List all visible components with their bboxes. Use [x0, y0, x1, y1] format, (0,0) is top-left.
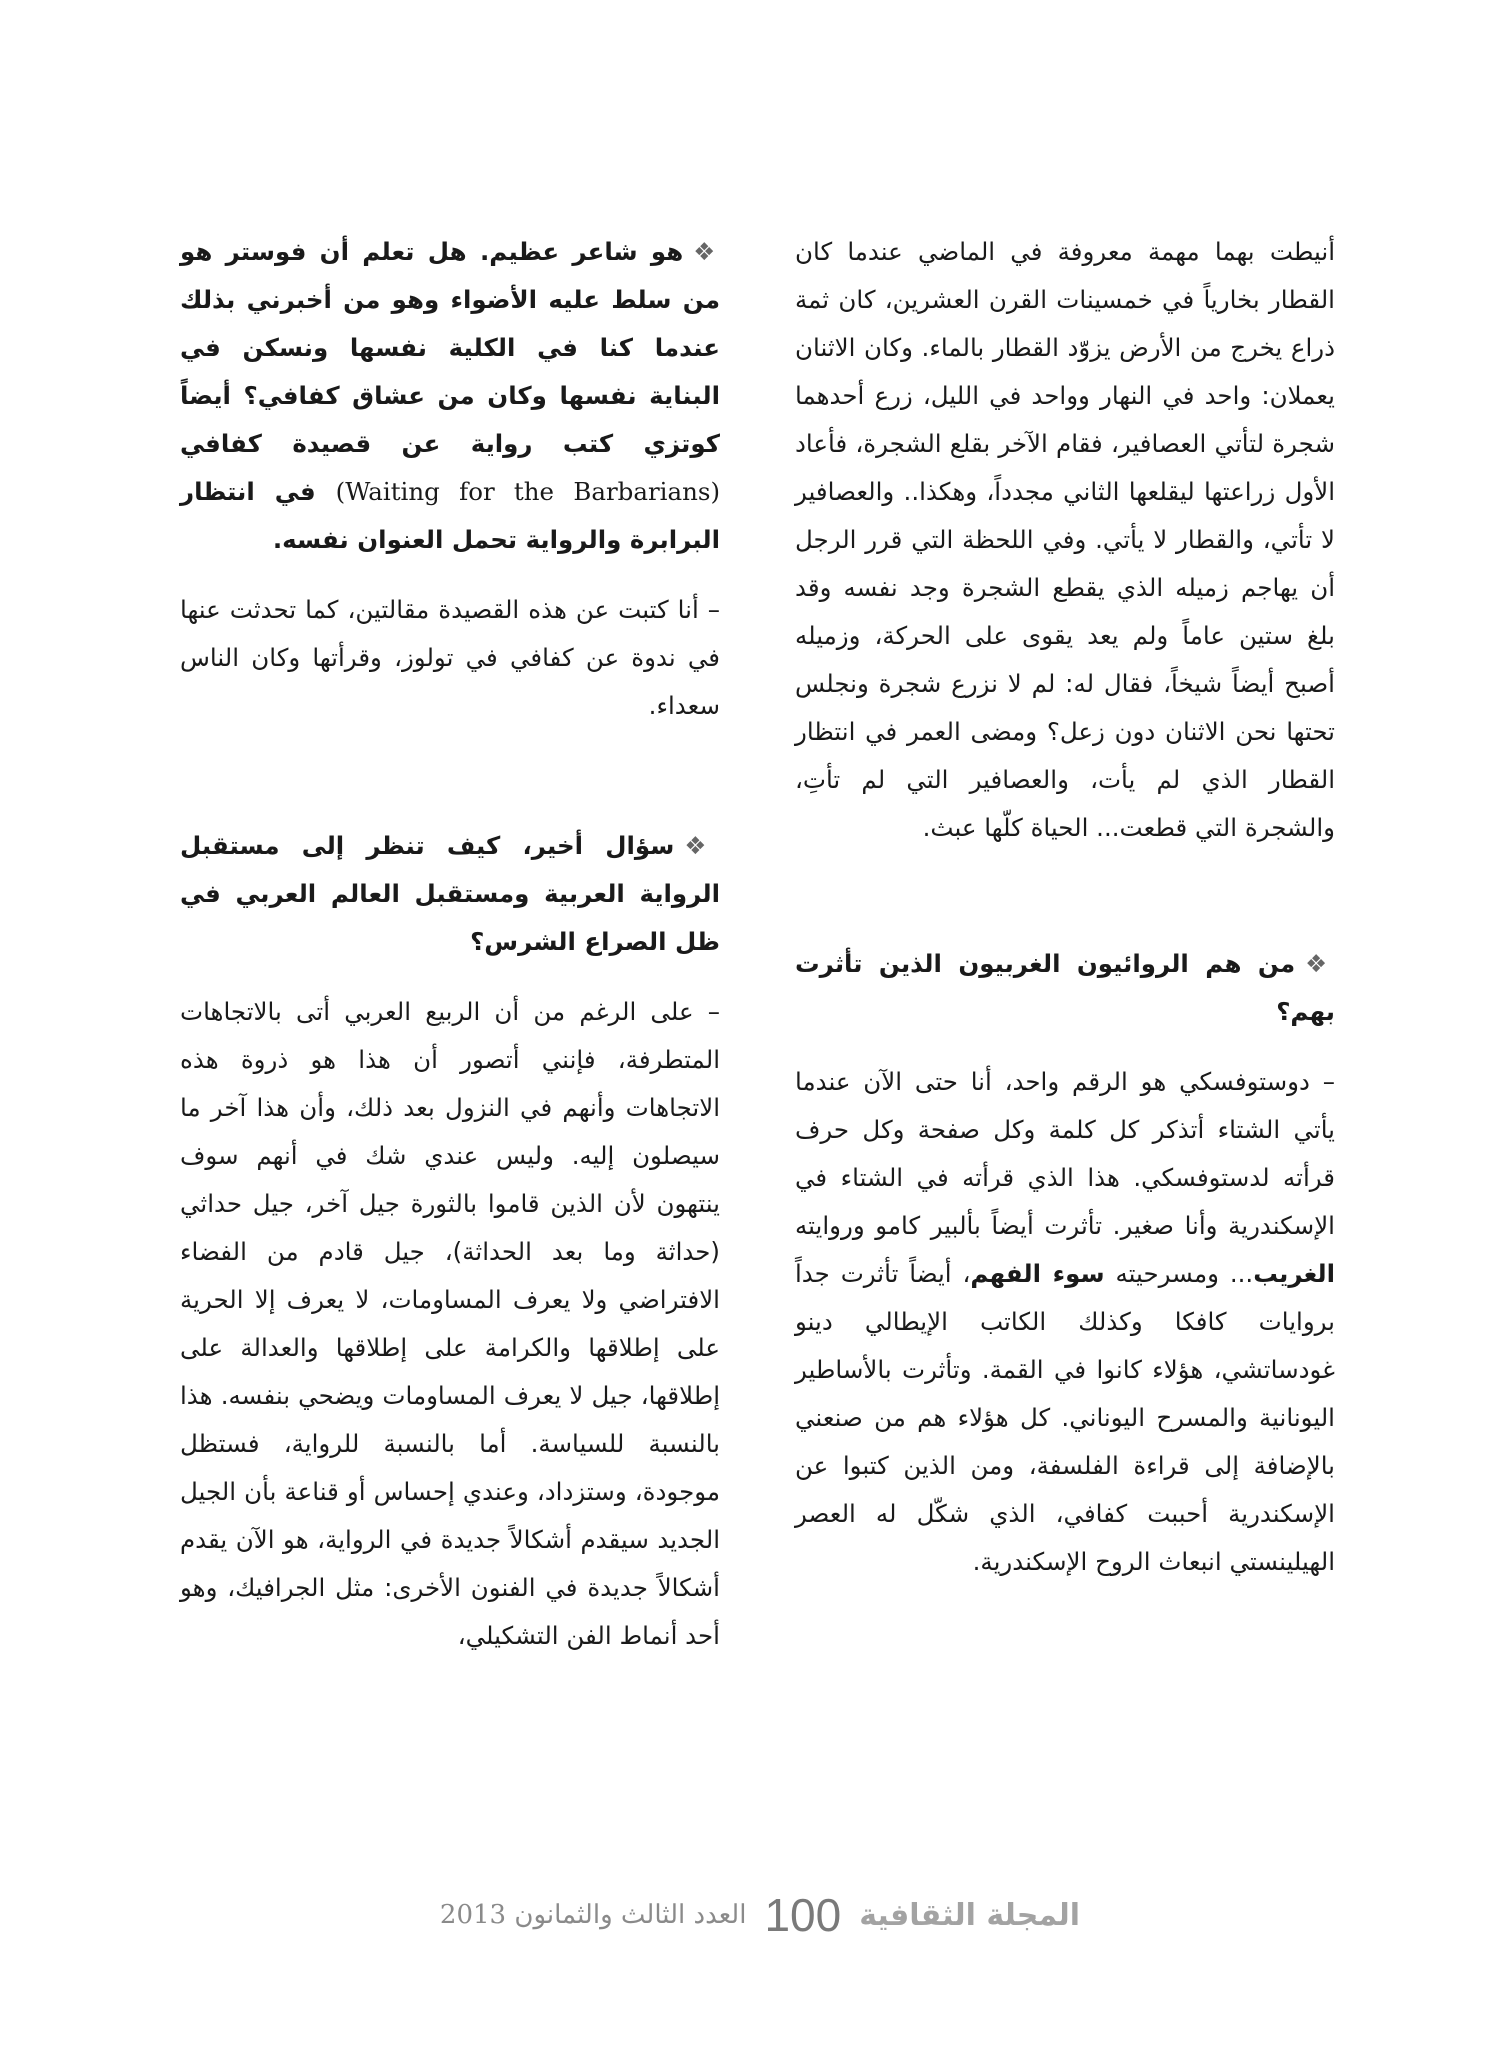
- answer-great-poet: – أنا كتبت عن هذه القصيدة مقالتين، كما تحدثت عنها في ندوة عن كفافي في تولوز، وقرأتها وكان الناس سعداء.: [180, 595, 720, 720]
- answer-text: – دوستوفسكي هو الرقم واحد، أنا حتى الآن عندما يأتي الشتاء أتذكر كل كلمة وكل صفحة وكل حرف قرأته لدستوفسكي. هذا الذي قرأته في الشتاء في الإسكندرية وأنا صغير. تأثرت أيضاً بألبير كامو وروايته: [795, 1067, 1335, 1240]
- paragraph-train-story: أنيطت بهما مهمة معروفة في الماضي عندما كان القطار بخارياً في خمسينات القرن العشرين، كان ثمة ذراع يخرج من الأرض يزوّد القطار بالماء. وكان الاثنان يعملان: واحد في النهار وواحد في الليل، زرع أحدهما شجرة لتأتي العصافير، فقام الآخر بقلع الشجرة، فأعاد الأول زراعتها ليقلعها الثاني مجدداً، وهكذا.. والعصافير لا تأتي، والقطار لا يأتي. وفي اللحظة التي قرر الرجل أن يهاجم زميله الذي يقطع الشجرة وجد نفسه وقد بلغ ستين عاماً ولم يعد يقوى على الحركة، وزميله أصبح أيضاً شيخاً، فقال له: لم لا نزرع شجرة ونجلس تحتها نحن الاثنان دون زعل؟ ومضى العمر في انتظار القطار الذي لم يأت، والعصافير التي لم تأتِ، والشجرة التي قطعت... الحياة كلّها عبث.: [795, 237, 1335, 842]
- diamond-bullet-icon: ❖: [1305, 949, 1335, 978]
- right-column: [795, 228, 1335, 1586]
- bold-title-stranger: الغريب: [1253, 1259, 1335, 1288]
- latin-title: (Waiting for the Barbarians): [335, 477, 721, 506]
- answer-text: ، أيضاً تأثرت جداً بروايات كافكا وكذلك الكاتب الإيطالي دينو غودساتشي، هؤلاء كانوا في القمة. وتأثرت بالأساطير اليونانية والمسرح اليوناني. كل هؤلاء هم من صنعني بالإضافة إلى قراءة الفلسفة، ومن الذين كتبوا عن الإسكندرية أحببت كفافي، الذي شكّل له العصر الهيلينستي انبعاث الروح الإسكندرية.: [795, 1259, 1335, 1576]
- question-text: من هم الروائيون الغربيون الذين تأثرت بهم؟: [795, 949, 1335, 1026]
- question-western-novelists: [795, 940, 1335, 1036]
- page-footer: [430, 1885, 1090, 1945]
- answer-western-novelists: [795, 1058, 1335, 1586]
- magazine-logo: المجلة الثقافية: [859, 1897, 1081, 1933]
- diamond-bullet-icon: ❖: [684, 831, 720, 860]
- answer-future-of-novel: – على الرغم من أن الربيع العربي أتى بالاتجاهات المتطرفة، فإنني أتصور أن هذا هو ذروة هذه الاتجاهات وأنهم في النزول بعد ذلك، وأن هذا آخر ما سيصلون إليه. وليس عندي شك في أنهم سوف ينتهون لأن الذين قاموا بالثورة جيل آخر، جيل حداثي (حداثة وما بعد الحداثة)، جيل قادم من الفضاء الافتراضي ولا يعرف المساومات، لا يعرف إلا الحرية على إطلاقها والكرامة على إطلاقها والعدالة على إطلاقها، جيل لا يعرف المساومات ويضحي بنفسه. هذا بالنسبة للسياسة. أما بالنسبة للرواية، فستظل موجودة، وستزداد، وعندي إحساس أو قناعة بأن الجيل الجديد سيقدم أشكالاً جديدة في الرواية، هو الآن يقدم أشكالاً جديدة في الفنون الأخرى: مثل الجرافيك، وهو أحد أنماط الفن التشكيلي،: [180, 997, 720, 1650]
- page-number: 100: [764, 1889, 842, 1941]
- question-text: في انتظار البرابرة والرواية تحمل العنوان نفسه.: [180, 477, 720, 554]
- bold-title-misunderstanding: سوء الفهم: [970, 1259, 1105, 1288]
- diamond-bullet-icon: ❖: [693, 237, 720, 266]
- question-great-poet: [180, 228, 720, 564]
- question-text: هو شاعر عظيم. هل تعلم أن فوستر هو من سلط عليه الأضواء وهو من أخبرني بذلك عندما كنا في الكلية نفسها ونسكن في البناية نفسها وكان من عشاق كفافي؟ أيضاً كوتزي كتب رواية عن قصيدة كفافي: [180, 237, 720, 458]
- answer-text: ... ومسرحيته: [1115, 1259, 1254, 1288]
- question-future-of-novel: [180, 822, 720, 966]
- issue-label: العدد الثالث والثمانون 2013: [439, 1900, 747, 1930]
- question-text: سؤال أخير، كيف تنظر إلى مستقبل الرواية العربية ومستقبل العالم العربي في ظل الصراع الشرس؟: [180, 831, 720, 956]
- left-column: [180, 228, 720, 1660]
